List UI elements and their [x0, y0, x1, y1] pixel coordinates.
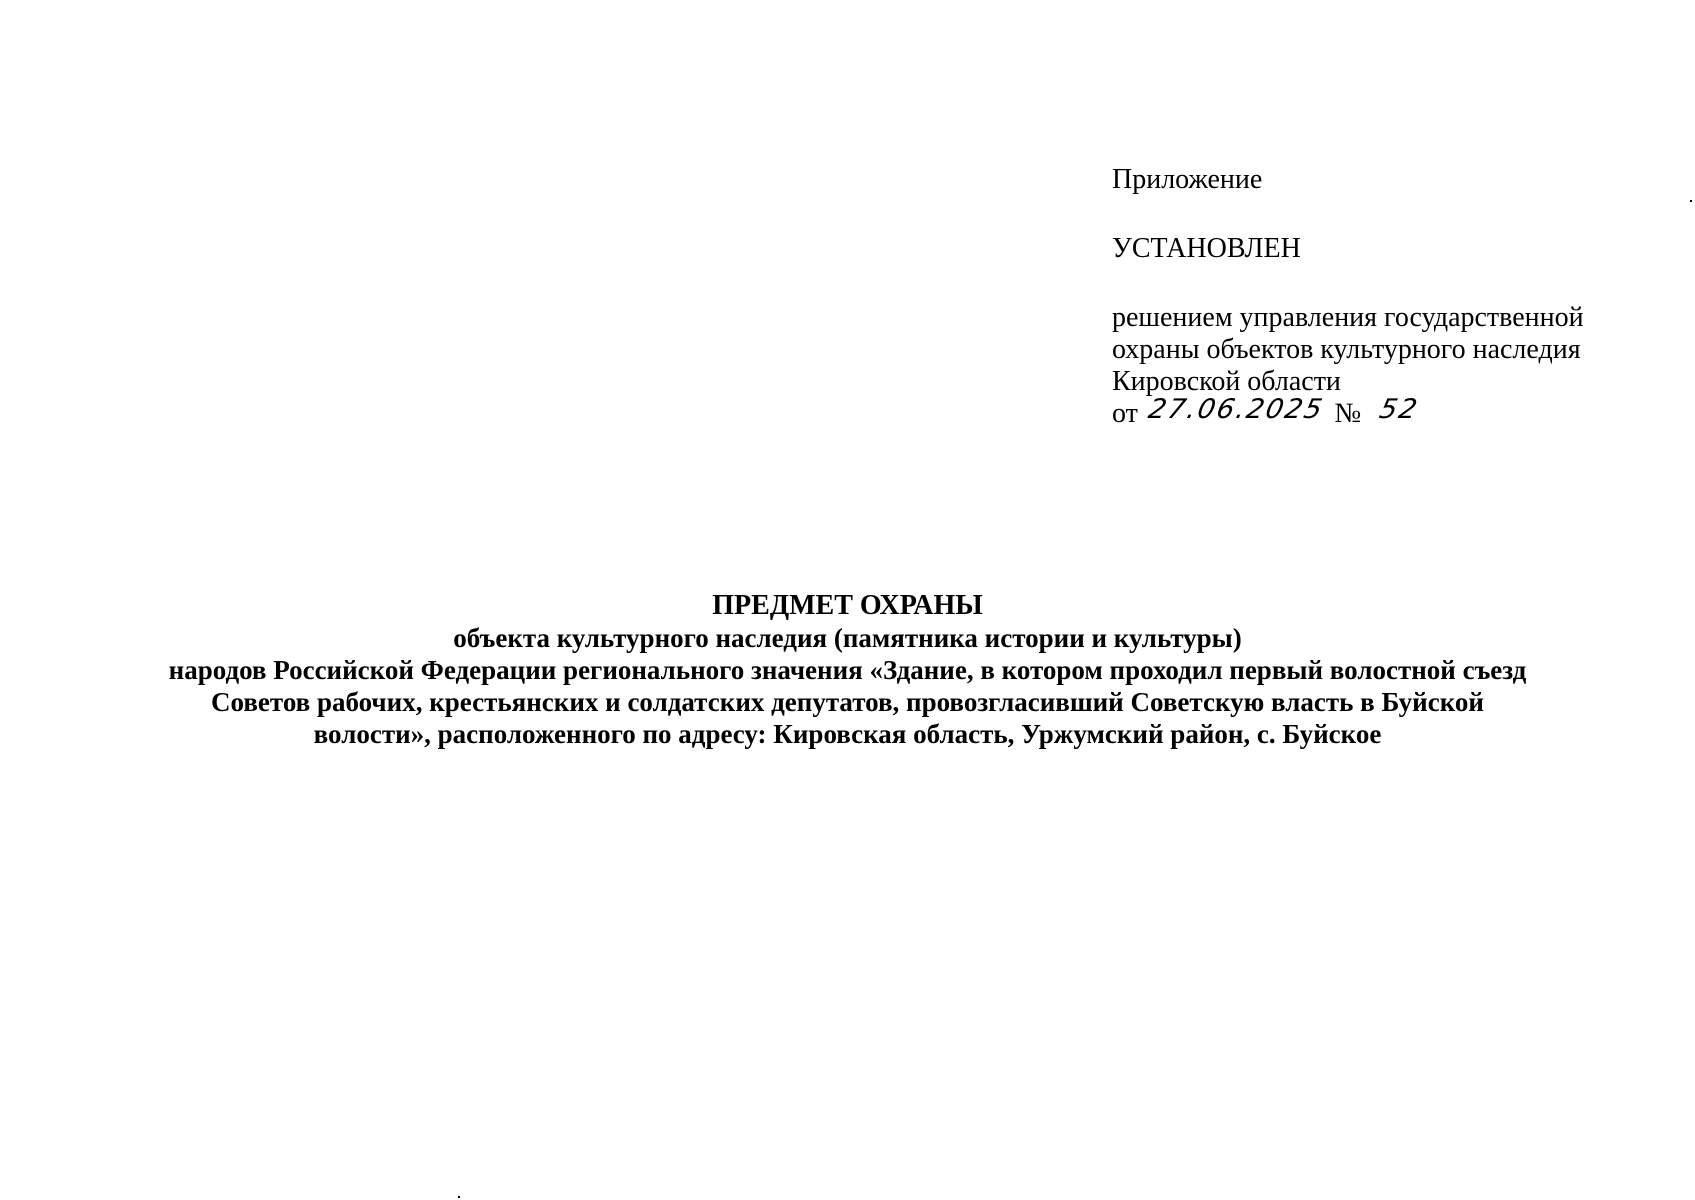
decision-date-line [1112, 394, 1672, 430]
approved-label: УСТАНОВЛЕН [1112, 233, 1301, 264]
title-line: волости», расположенного по адресу: Кировская область, Уржумский район, с. Буйское [313, 719, 1382, 749]
authority-line: Кировской области [1112, 366, 1341, 397]
document-title [0, 590, 1695, 750]
title-line: объекта культурного наследия (памятника истории и культуры) [453, 623, 1242, 653]
authority-line: решением управления государственной [1112, 302, 1584, 333]
number-sign: № [1334, 398, 1362, 429]
handwritten-number: 52 [1376, 394, 1422, 425]
approval-block [1112, 164, 1672, 430]
date-prefix: от [1112, 398, 1138, 429]
handwritten-date: 27.06.2025 [1145, 394, 1327, 425]
scan-speck [1690, 200, 1692, 202]
title-line: народов Российской Федерации регионального значения «Здание, в котором проходил первый волостной съезд [168, 655, 1527, 685]
title-heading: ПРЕДМЕТ ОХРАНЫ [712, 590, 983, 621]
scan-speck [458, 1196, 460, 1198]
title-line: Советов рабочих, крестьянских и солдатских депутатов, провозгласивший Советскую власть в Буйской [211, 687, 1484, 717]
authority-line: охраны объектов культурного наследия [1112, 334, 1581, 365]
appendix-label: Приложение [1112, 164, 1263, 195]
